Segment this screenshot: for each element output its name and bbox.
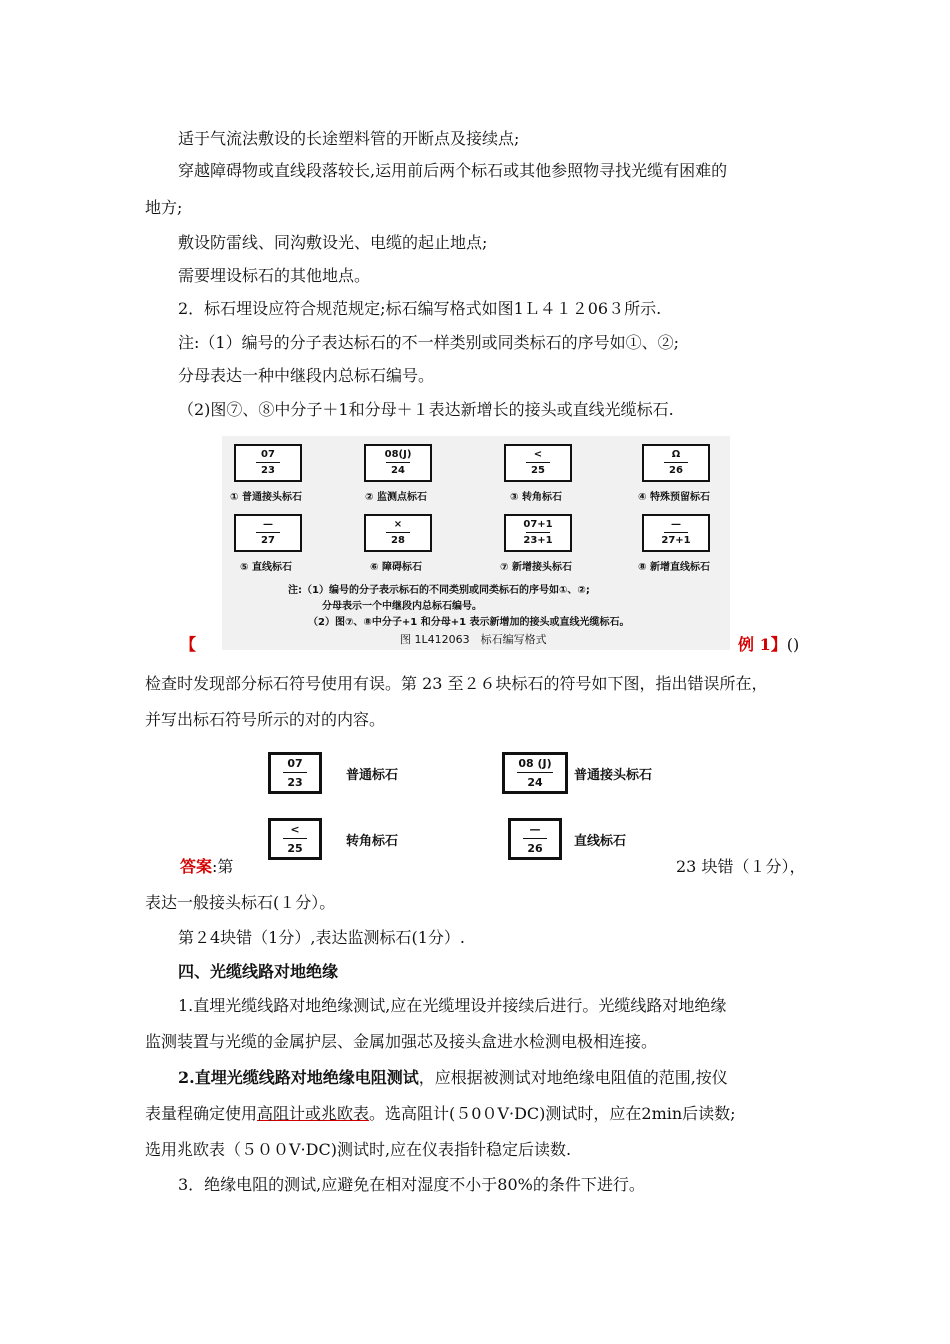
marker-caption: ② 监测点标石 <box>365 492 427 503</box>
figure-note-1: 注:（1）编号的分子表示标石的不同类别或同类标石的序号如①、②; <box>288 585 590 596</box>
marker-denominator: 24 <box>527 776 543 789</box>
marker-label: 普通标石 <box>346 768 399 783</box>
text-line-1: 适于气流法敷设的长途塑料管的开断点及接续点; <box>178 129 520 148</box>
marker-format-figure <box>222 436 730 650</box>
figure-note-2: 分母表示一个中继段内总标石编号。 <box>322 601 482 612</box>
marker-numerator: < <box>533 449 543 460</box>
example-bracket: 【 <box>180 635 197 654</box>
section-p1-a: 1.直埋光缆线路对地绝缘测试,应在光缆埋设并接续后进行。光缆线路对地绝缘 <box>178 996 727 1015</box>
marker-box <box>642 444 710 482</box>
marker-box <box>508 818 562 860</box>
marker-numerator: — <box>263 519 273 530</box>
marker-numerator: 07+1 <box>523 519 553 530</box>
marker-box <box>234 514 302 552</box>
marker-caption: ④ 特殊预留标石 <box>638 492 710 503</box>
marker-box <box>234 444 302 482</box>
marker-numerator: — <box>671 519 681 530</box>
marker-box <box>364 514 432 552</box>
section-p3: 3．绝缘电阻的测试,应避免在相对湿度不小于80%的条件下进行。 <box>178 1175 645 1194</box>
marker-numerator: 08 (J) <box>518 757 552 770</box>
text-line-7: 注:（1）编号的分子表达标石的不一样类别或同类标石的序号如①、②; <box>178 333 679 352</box>
example-label <box>738 635 799 655</box>
answer-prefix: :第 <box>212 857 234 876</box>
section-p2-a <box>178 1068 728 1088</box>
example-text-2: 并写出标石符号所示的对的内容。 <box>145 710 386 729</box>
marker-denominator: 27+1 <box>661 535 691 546</box>
marker-denominator: 24 <box>391 465 405 476</box>
marker-denominator: 27 <box>261 535 275 546</box>
section-p2-rest: ，应根据被测试对地绝缘电阻值的范围,按仪 <box>418 1068 728 1087</box>
answer-line-1 <box>180 857 233 877</box>
example-paren: () <box>786 635 800 654</box>
section-p2-b-pre: 表量程确定使用 <box>145 1104 258 1123</box>
marker-caption: ⑤ 直线标石 <box>240 562 292 573</box>
section-p2-b-underlined: 高阻计或兆欧表 <box>257 1104 370 1123</box>
text-line-3: 地方; <box>145 198 183 217</box>
text-line-6: 2．标石埋设应符合规范规定;标石编写格式如图1Ｌ４１２06３所示. <box>178 299 662 318</box>
marker-box <box>504 514 572 552</box>
marker-box <box>502 752 568 794</box>
section-p2-c: 选用兆欧表（５００V·DC)测试时,应在仪表指针稳定后读数. <box>145 1140 572 1159</box>
marker-denominator: 26 <box>669 465 683 476</box>
marker-box <box>268 752 322 794</box>
marker-numerator: Ω <box>671 449 681 460</box>
section-p2-b <box>145 1104 736 1124</box>
marker-caption: ⑦ 新增接头标石 <box>500 562 572 573</box>
example-text-1: 检查时发现部分标石符号使用有误。第 23 至２６块标石的符号如下图，指出错误所在， <box>145 674 768 693</box>
section-p2-b-post: 。选高阻计(５0０V·DC)测试时，应在2min后读数; <box>369 1104 736 1123</box>
marker-box <box>364 444 432 482</box>
marker-numerator: × <box>393 519 403 530</box>
figure-title: 图 1L412063 标石编写格式 <box>400 633 547 646</box>
answer-right: 23 块错（１分）， <box>676 857 806 876</box>
marker-numerator: < <box>290 823 300 836</box>
marker-denominator: 28 <box>391 535 405 546</box>
section-p1-b: 监测装置与光缆的金属护层、金属加强芯及接头盒进水检测电极相连接。 <box>145 1032 658 1051</box>
answer-label: 答案 <box>180 857 213 876</box>
text-line-9: （2)图⑦、⑧中分子＋1和分母＋１表达新增长的接头或直线光缆标石. <box>178 400 674 419</box>
marker-denominator: 23+1 <box>523 535 553 546</box>
text-line-2: 穿越障碍物或直线段落较长,运用前后两个标石或其他参照物寻找光缆有困难的 <box>178 161 728 180</box>
marker-denominator: 23 <box>261 465 275 476</box>
marker-denominator: 25 <box>287 842 303 855</box>
answer-line-3: 第２4块错（1分）,表达监测标石(1分）. <box>178 928 465 947</box>
text-line-5: 需要埋设标石的其他地点。 <box>178 266 371 285</box>
section-heading: 四、光缆线路对地绝缘 <box>178 962 339 981</box>
marker-caption: ⑧ 新增直线标石 <box>638 562 710 573</box>
marker-caption: ⑥ 障碍标石 <box>370 562 422 573</box>
marker-caption: ① 普通接头标石 <box>230 492 302 503</box>
marker-label: 直线标石 <box>574 834 627 849</box>
section-p2-bold: 2.直埋光缆线路对地绝缘电阻测试 <box>178 1068 419 1087</box>
marker-caption: ③ 转角标石 <box>510 492 562 503</box>
marker-numerator: — <box>529 823 541 836</box>
example-number: 例 1】 <box>738 635 787 654</box>
figure-note-3: （2）图⑦、⑧中分子+1 和分母+1 表示新增加的接头或直线光缆标石。 <box>308 617 630 628</box>
marker-box <box>504 444 572 482</box>
text-line-4: 敷设防雷线、同沟敷设光、电缆的起止地点; <box>178 233 488 252</box>
marker-label: 普通接头标石 <box>574 768 653 783</box>
marker-denominator: 26 <box>527 842 543 855</box>
marker-numerator: 07 <box>261 449 275 460</box>
marker-denominator: 25 <box>531 465 545 476</box>
marker-denominator: 23 <box>287 776 303 789</box>
marker-numerator: 08(J) <box>384 449 412 460</box>
marker-box <box>642 514 710 552</box>
text-line-8: 分母表达一种中继段内总标石编号。 <box>178 366 435 385</box>
marker-box <box>268 818 322 860</box>
example-marker-figure <box>260 748 680 864</box>
marker-label: 转角标石 <box>346 834 399 849</box>
answer-line-2: 表达一般接头标石(１分）。 <box>145 893 336 912</box>
marker-numerator: 07 <box>287 757 303 770</box>
